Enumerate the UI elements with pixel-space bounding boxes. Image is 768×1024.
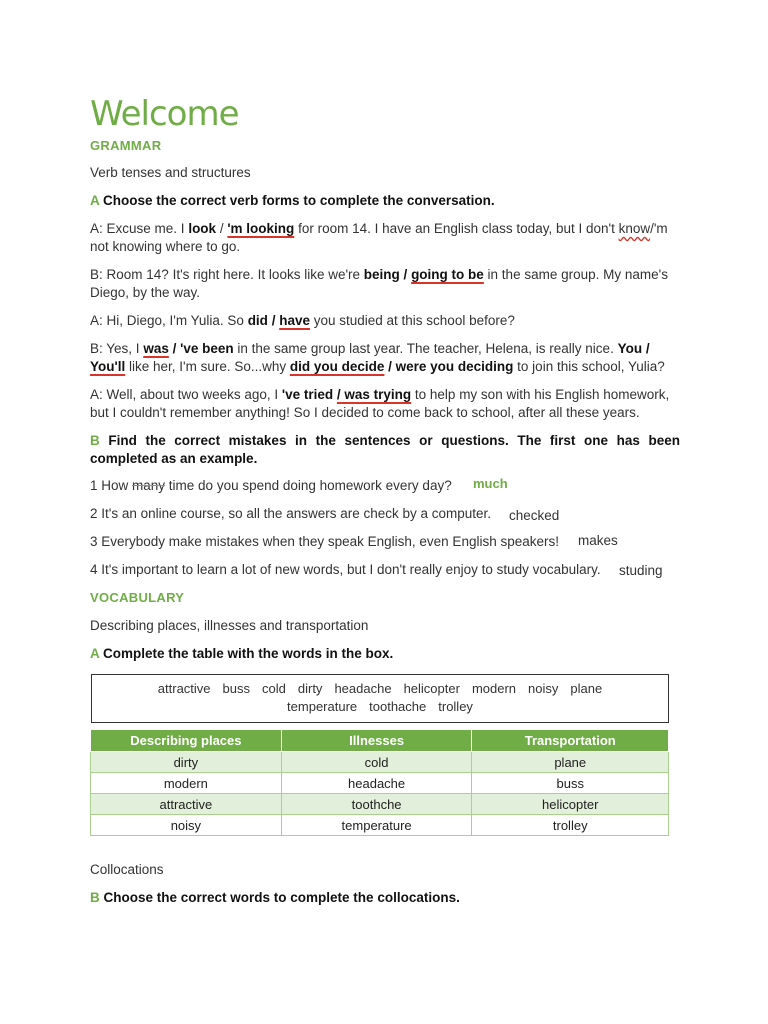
- option-did-you-decide[interactable]: did you decide: [289, 359, 385, 374]
- option-being[interactable]: being: [363, 267, 400, 282]
- word-box-line-1: [92, 680, 668, 698]
- conversation-line-5: A: Well, about two weeks ago, I 've tried / was trying to help my son with his English homework, but I couldn't remember anything! So I decided to come back to school, after all these years.: [90, 387, 670, 420]
- collocations-heading: Collocations: [90, 862, 164, 877]
- table-cell[interactable]: modern: [91, 773, 282, 794]
- vocabulary-task-b: [90, 890, 460, 905]
- word-item: trolley: [438, 699, 473, 714]
- word-item: helicopter: [403, 681, 460, 696]
- table-header-row: [91, 730, 669, 752]
- table-cell[interactable]: cold: [281, 752, 472, 773]
- column-header: Transportation: [472, 730, 669, 752]
- conversation-line-4: B: Yes, I was / 've been in the same group last year. The teacher, Helena, is really nice. You / You'll like her, I'm sure. So...why did you decide / were you deciding to join this school, Yulia?: [90, 341, 665, 374]
- vocabulary-task-a: [90, 646, 393, 661]
- grammar-task-a: [90, 193, 495, 208]
- option-ve-been[interactable]: 've been: [180, 341, 234, 356]
- mistake-sentence-3: 3 Everybody make mistakes when they speak English, even English speakers!: [90, 534, 559, 549]
- word-item: buss: [222, 681, 251, 696]
- table-cell[interactable]: toothche: [281, 794, 472, 815]
- table-cell[interactable]: trolley: [472, 815, 669, 836]
- word-item: plane: [570, 681, 603, 696]
- table-cell[interactable]: headache: [281, 773, 472, 794]
- conversation-line-2: B: Room 14? It's right here. It looks like we're being / going to be in the same group. My name's Diego, by the way.: [90, 267, 668, 300]
- mistake-sentence-4: 4 It's important to learn a lot of new words, but I don't really enjoy to study vocabulary.: [90, 562, 601, 577]
- vocabulary-table: [90, 729, 669, 836]
- option-ve-tried[interactable]: 've tried: [281, 387, 334, 402]
- table-cell[interactable]: buss: [472, 773, 669, 794]
- task-letter: A: [90, 646, 100, 661]
- option-was-trying[interactable]: / was trying: [336, 387, 412, 402]
- option-have[interactable]: have: [279, 313, 310, 328]
- task-letter: A: [90, 193, 100, 208]
- column-header: Describing places: [91, 730, 282, 752]
- task-letter: B: [90, 433, 100, 448]
- grammar-subheading: Verb tenses and structures: [90, 165, 251, 180]
- word-item: cold: [262, 681, 286, 696]
- answer-2[interactable]: checked: [509, 508, 560, 523]
- option-m-looking[interactable]: 'm looking: [227, 221, 295, 236]
- conversation-line-1: A: Excuse me. I look / 'm looking for room 14. I have an English class today, but I don't know/'m not knowing where to go.: [90, 221, 668, 254]
- task-text: Choose the correct words to complete the collocations.: [103, 890, 460, 905]
- table-row: [91, 752, 669, 773]
- word-item: noisy: [528, 681, 559, 696]
- table-row: [91, 794, 669, 815]
- grammar-task-b: [90, 432, 680, 468]
- word-item: modern: [471, 681, 517, 696]
- option-youll[interactable]: You'll: [90, 359, 126, 374]
- mistake-sentence-1: 1 How many time do you spend doing homework every day?: [90, 478, 452, 493]
- answer-3[interactable]: makes: [578, 533, 618, 548]
- option-going-to-be[interactable]: going to be: [411, 267, 484, 282]
- table-row: [91, 773, 669, 794]
- table-cell[interactable]: helicopter: [472, 794, 669, 815]
- task-text: Find the correct mistakes in the sentences or questions. The first one has been completed as an example.: [90, 433, 680, 466]
- answer-4[interactable]: studing: [619, 563, 663, 578]
- answer-1[interactable]: much: [473, 476, 508, 491]
- conversation-line-3: A: Hi, Diego, I'm Yulia. So did / have you studied at this school before?: [90, 313, 515, 328]
- grammar-heading: GRAMMAR: [90, 138, 162, 153]
- task-text: Complete the table with the words in the box.: [103, 646, 394, 661]
- mistake-sentence-2: 2 It's an online course, so all the answers are check by a computer.: [90, 506, 492, 521]
- option-were-you-deciding[interactable]: were you deciding: [395, 359, 514, 374]
- word-item: attractive: [157, 681, 211, 696]
- table-cell[interactable]: dirty: [91, 752, 282, 773]
- word-box: [91, 674, 669, 723]
- task-text: Choose the correct verb forms to complete the conversation.: [103, 193, 495, 208]
- option-look[interactable]: look: [188, 221, 217, 236]
- column-header: Illnesses: [281, 730, 472, 752]
- table-row: [91, 815, 669, 836]
- option-was[interactable]: was: [143, 341, 169, 356]
- option-you[interactable]: You: [617, 341, 643, 356]
- word-item: dirty: [297, 681, 323, 696]
- table-cell[interactable]: temperature: [281, 815, 472, 836]
- struck-word: many: [132, 478, 166, 493]
- word-item: toothache: [369, 699, 427, 714]
- table-cell[interactable]: plane: [472, 752, 669, 773]
- task-letter: B: [90, 890, 100, 905]
- vocabulary-subheading: Describing places, illnesses and transportation: [90, 618, 369, 633]
- word-item: headache: [334, 681, 392, 696]
- table-cell[interactable]: attractive: [91, 794, 282, 815]
- table-cell[interactable]: noisy: [91, 815, 282, 836]
- option-know[interactable]: know: [618, 221, 651, 236]
- vocabulary-heading: VOCABULARY: [90, 590, 185, 605]
- word-box-line-2: [92, 698, 668, 716]
- page-title: Welcome: [90, 94, 239, 134]
- word-item: temperature: [287, 699, 358, 714]
- option-did[interactable]: did: [247, 313, 268, 328]
